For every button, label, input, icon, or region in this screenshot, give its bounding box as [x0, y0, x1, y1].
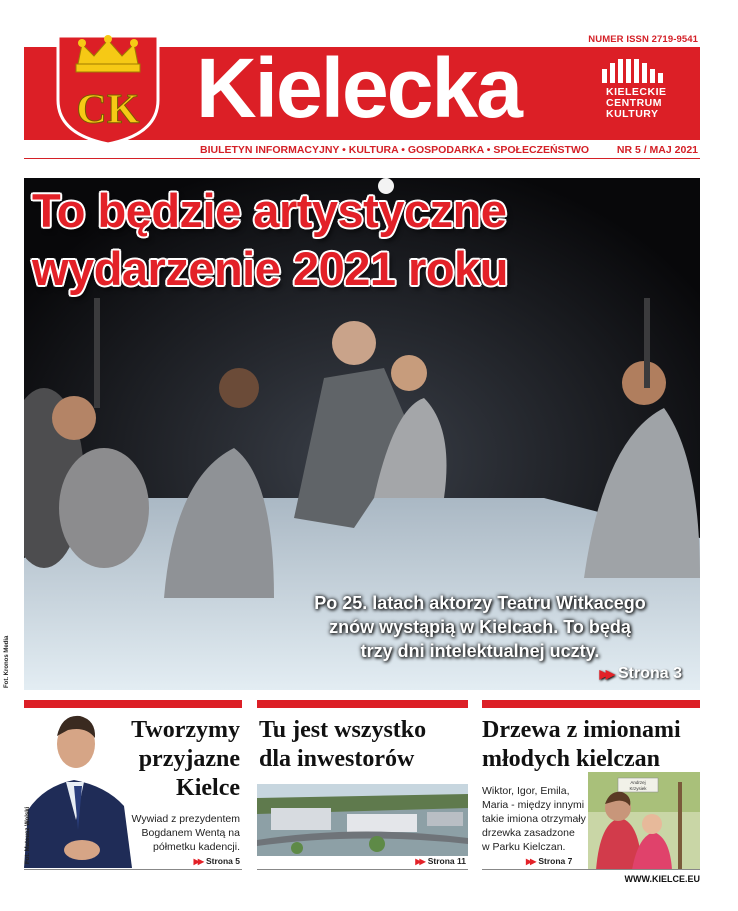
industrial-park-aerial-photo [257, 784, 468, 856]
story-summary: Wiktor, Igor, Emila, Maria - między innymi takie imiona otrzymały drzewka zasadzone w Parku Kielczan. [482, 785, 586, 853]
story-page-link[interactable]: ▶▶ Strona 7 [526, 856, 573, 866]
cover-lead: Po 25. latach aktorzy Teatru Witkacego znów wystąpią w Kielcach. To będą trzy dni intelektualnej uczty. [314, 593, 646, 661]
cover-page-link[interactable]: ▶▶ Strona 3 [599, 665, 682, 682]
story-interview[interactable] [24, 700, 242, 870]
publication-title: Kielecka [196, 41, 521, 135]
cover-photo [24, 178, 700, 690]
family-with-tree-photo [588, 772, 700, 870]
story-trees[interactable] [482, 700, 700, 870]
issn-number: NUMER ISSN 2719-9541 [588, 34, 698, 45]
header-subbar [24, 141, 700, 159]
svg-text:Krzysiek: Krzysiek [629, 786, 647, 791]
coat-of-arms-crest [52, 30, 164, 146]
story-bottom-rule [257, 869, 468, 870]
story-page-link[interactable]: ▶▶ Strona 11 [415, 856, 466, 866]
double-arrow-icon: ▶▶ [415, 857, 424, 866]
svg-text:Andrzej: Andrzej [630, 780, 646, 785]
story-summary: Wywiad z prezydentem Bogdanem Wentą na półmetku kadencji. [131, 813, 240, 853]
story-title: Tworzymy przyjazne Kielce [131, 717, 240, 801]
story-top-bar [257, 700, 468, 708]
issue-number: NR 5 / MAJ 2021 [616, 144, 698, 156]
story-title: Drzewa z imionami młodych kielczan [482, 717, 681, 772]
double-arrow-icon: ▶▶ [599, 667, 612, 681]
story-investors[interactable] [257, 700, 468, 870]
publisher-logo-text: KIELECKIE CENTRUM KULTURY [606, 86, 667, 120]
story-top-bar [482, 700, 700, 708]
story-page-link[interactable]: ▶▶ Strona 5 [193, 856, 240, 866]
crest-monogram: CK [76, 87, 140, 133]
website-link[interactable]: WWW.KIELCE.EU [624, 874, 700, 884]
story-bottom-rule [482, 869, 700, 870]
story-bottom-rule [24, 869, 242, 870]
double-arrow-icon: ▶▶ [526, 857, 535, 866]
double-arrow-icon: ▶▶ [193, 857, 202, 866]
story-title: Tu jest wszystko dla inwestorów [259, 717, 427, 772]
cover-headline: To będzie artystyczne wydarzenie 2021 roku [32, 184, 508, 295]
mayor-portrait [24, 700, 134, 868]
story-photo-credit: Fot. Mateusz Wolski [25, 806, 31, 864]
cover-photo-credit: Fot. Kronos Media [4, 635, 10, 688]
tagline: BIULETYN INFORMACYJNY • KULTURA • GOSPODARKA • SPOŁECZEŃSTWO [200, 144, 590, 156]
kck-building-icon [600, 57, 664, 83]
